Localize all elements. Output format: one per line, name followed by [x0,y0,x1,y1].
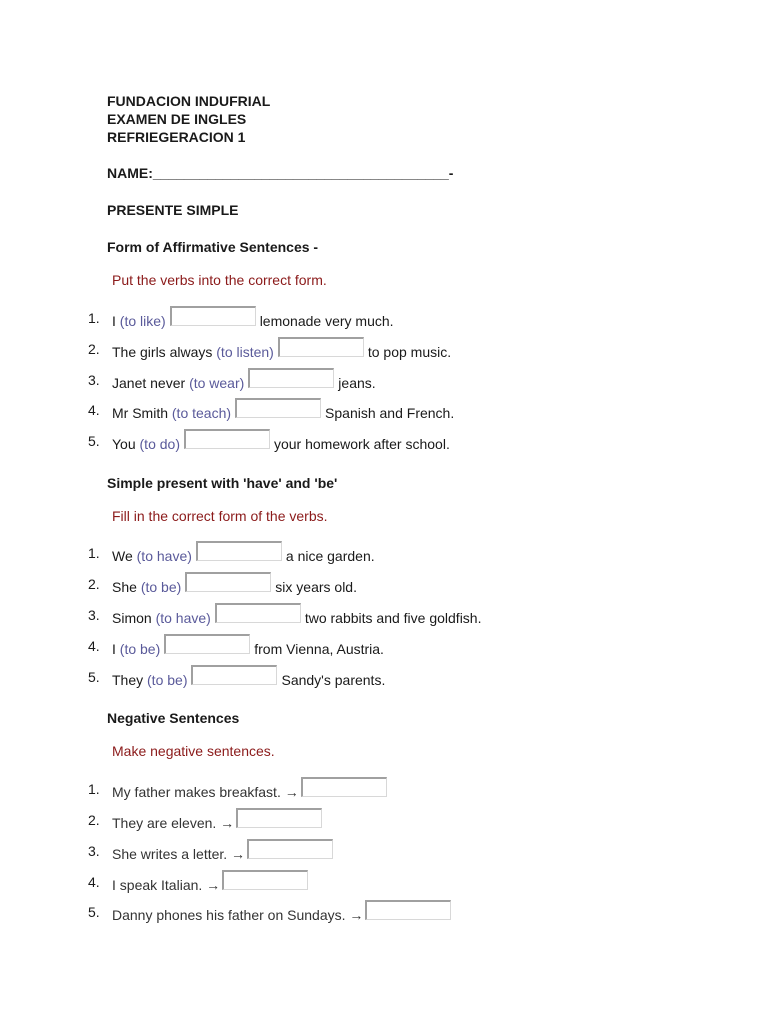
item-text-before: Janet never [112,375,186,391]
header-line-2: EXAMEN DE INGLES [107,111,247,127]
part3-instruction: Make negative sentences. [112,743,275,759]
answer-input[interactable] [301,777,387,797]
answer-input[interactable] [278,337,364,357]
item-text-before: They [112,672,144,688]
header-line-1: FUNDACION INDUFRIAL [107,93,271,109]
answer-input[interactable] [191,665,277,685]
item-text-before: The girls always [112,344,213,360]
answer-input[interactable] [365,900,451,920]
answer-input[interactable] [235,398,321,418]
item-text-before: I [112,313,116,329]
item-number: 3. [88,372,100,388]
item-number: 4. [88,402,100,418]
item-number: 3. [88,607,100,623]
item-number: 3. [88,843,100,859]
verb-hint: (to teach) [171,405,232,421]
part1-heading: Form of Affirmative Sentences - [107,239,319,255]
item-text-after: jeans. [338,375,376,391]
item-number: 5. [88,669,100,685]
verb-hint: (to have) [155,610,211,626]
item-text-after: from Vienna, Austria. [254,641,384,657]
item-text-before: Mr Smith [112,405,168,421]
header-line-3: REFRIEGERACION 1 [107,129,246,145]
verb-hint: (to listen) [216,344,274,360]
item-number: 2. [88,812,100,828]
item-number: 1. [88,310,100,326]
item-text-before: I [112,641,116,657]
sentence-text: Danny phones his father on Sundays. → [112,907,364,923]
sentence-text: She writes a letter. → [112,846,246,862]
name-label: NAME:______________________________________- [107,165,454,181]
item-text-after: a nice garden. [285,548,375,564]
item-text-after: two rabbits and five goldfish. [304,610,482,626]
answer-input[interactable] [215,603,301,623]
verb-hint: (to be) [140,579,182,595]
answer-input[interactable] [184,429,270,449]
item-number: 1. [88,781,100,797]
item-number: 2. [88,341,100,357]
item-number: 1. [88,545,100,561]
verb-hint: (to be) [119,641,161,657]
item-text-after: Spanish and French. [325,405,455,421]
item-number: 4. [88,874,100,890]
sentence-text: I speak Italian. → [112,877,221,893]
answer-input[interactable] [248,368,334,388]
part1-instruction: Put the verbs into the correct form. [112,272,327,288]
item-text-after: to pop music. [367,344,452,360]
part2-heading: Simple present with 'have' and 'be' [107,475,338,491]
item-text-after: lemonade very much. [259,313,394,329]
answer-input[interactable] [247,839,333,859]
verb-hint: (to be) [147,672,188,688]
item-number: 2. [88,576,100,592]
answer-input[interactable] [236,808,322,828]
part3-heading: Negative Sentences [107,710,240,726]
answer-input[interactable] [164,634,250,654]
item-text-after: your homework after school. [273,436,450,452]
sentence-text: My father makes breakfast. → [112,784,299,800]
answer-input[interactable] [170,306,256,326]
item-text-before: You [112,436,136,452]
document-header [107,92,270,146]
verb-hint: (to wear) [189,375,245,391]
sentence-text: They are eleven. → [112,815,235,831]
item-number: 5. [88,904,100,920]
verb-hint: (to do) [139,436,180,452]
item-text-after: six years old. [275,579,357,595]
answer-input[interactable] [196,541,282,561]
item-text-before: She [112,579,137,595]
part2-instruction: Fill in the correct form of the verbs. [112,508,328,524]
item-number: 4. [88,638,100,654]
item-text-before: Simon [112,610,152,626]
item-number: 5. [88,433,100,449]
answer-input[interactable] [222,870,308,890]
item-text-after: Sandy's parents. [281,672,386,688]
answer-input[interactable] [185,572,271,592]
verb-hint: (to have) [136,548,192,564]
item-text-before: We [112,548,133,564]
verb-hint: (to like) [119,313,166,329]
section-title: PRESENTE SIMPLE [107,202,239,218]
